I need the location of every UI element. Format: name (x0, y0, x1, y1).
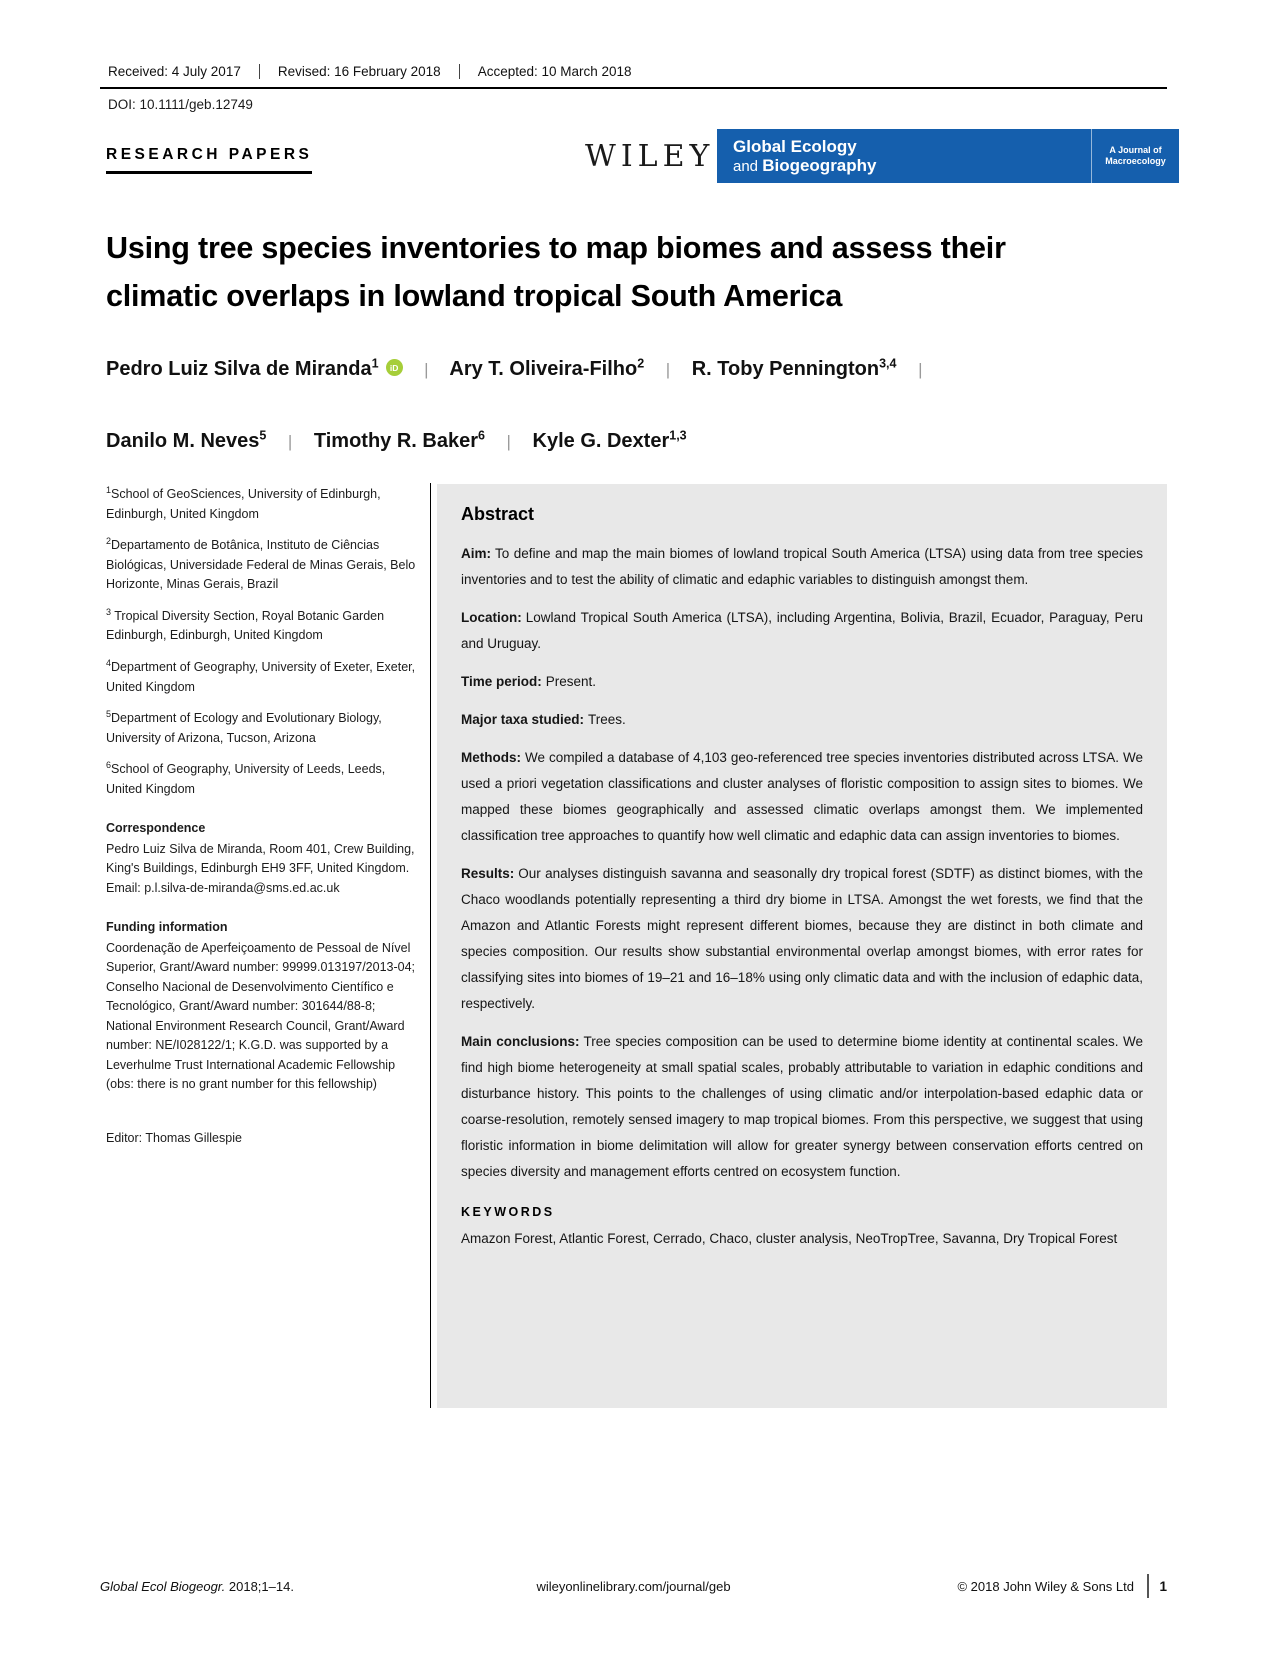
journal-title-line1: Global Ecology (733, 136, 857, 156)
journal-title (717, 129, 1091, 183)
keywords-text: Amazon Forest, Atlantic Forest, Cerrado, Chaco, cluster analysis, NeoTropTree, Savanna, Dry Tropical Forest (461, 1231, 1118, 1246)
journal-tagline (1091, 129, 1179, 183)
dates-row (100, 64, 1167, 89)
author-name: R. Toby Pennington$^{3,4}$ (691, 356, 897, 380)
funding-heading: Funding information (106, 920, 228, 935)
author-list (106, 349, 1196, 494)
author-superscript: 3,4 (879, 356, 897, 370)
keywords-heading: KEYWORDS (461, 1205, 555, 1219)
article-title-line1: Using tree species inventories to map biomes and assess their (106, 231, 1006, 265)
tagline-line2: Macroecology (1105, 156, 1166, 166)
article-title-line2: climatic overlaps in lowland tropical South America (106, 279, 843, 313)
authors-line-2 (106, 422, 1196, 457)
authors-line-1 (106, 349, 1196, 384)
abstract-paragraph-methods (461, 745, 1143, 849)
author-separator: | (918, 359, 923, 379)
tagline-line1: A Journal of (1109, 145, 1162, 155)
page-number: 1 (1159, 1578, 1168, 1594)
column-divider (430, 483, 431, 1408)
author-superscript: 5 (259, 428, 267, 443)
abstract-paragraph-major-taxa (461, 707, 1143, 733)
paragraph-label: Time period: (461, 674, 542, 689)
paragraph-text: We compiled a database of 4,103 geo-referenced tree species inventories distributed across LTSA. We used a priori vegetation classifications and cluster analyses of floristic composition to assign sites to biomes. We mapped these biomes geographically and assessed climatic overlaps amongst them. We implemented classification tree approaches to quantify how well climatic and edaphic data can assign inventories to biomes. (461, 750, 1143, 843)
page-footer (100, 1574, 1167, 1598)
journal-title-line2 (733, 156, 1091, 176)
accepted-date: Accepted: 10 March 2018 (477, 64, 632, 79)
abstract-paragraph-main-conclusions (461, 1029, 1143, 1185)
abstract-paragraph-results (461, 861, 1143, 1017)
footer-journal-abbrev: Global Ecol Biogeogr. (100, 1578, 226, 1594)
footer-volume-pages: 2018;1–14. (225, 1578, 294, 1594)
revised-date: Revised: 16 February 2018 (277, 64, 441, 79)
paragraph-label: Results: (461, 866, 515, 881)
affiliation: $^3$ Tropical Diversity Section, Royal Botanic Garden Edinburgh, Edinburgh, United Kingdom (106, 606, 385, 643)
paragraph-label: Location: (461, 610, 522, 625)
wiley-logo: WILEY (585, 138, 715, 174)
paragraph-text: Present. (545, 674, 597, 689)
footer-copyright: © 2018 John Wiley & Sons Ltd (957, 1578, 1134, 1594)
author-name: Pedro Luiz Silva de Miranda$^1$ (106, 356, 379, 380)
doi[interactable]: DOI: 10.1111/geb.12749 (108, 97, 253, 112)
paragraph-text: Lowland Tropical South America (LTSA), including Argentina, Bolivia, Brazil, Ecuador, Paraguay, Peru and Uruguay. (461, 610, 1143, 651)
author-superscript: 1,3 (669, 428, 687, 443)
author-separator: | (665, 359, 671, 379)
footer-url[interactable]: wileyonlinelibrary.com/journal/geb (536, 1578, 731, 1594)
paragraph-text: Our analyses distinguish savanna and seasonally dry tropical forest (SDTF) as distinct biomes, with the Chaco woodlands potentially representing a third dry biome in LTSA. Amongst the wet forests, we find that the Amazon and Atlantic Forests might represent different biomes, because they are distinct in both climate and species composition. Our results show substantial environmental overlap amongst biomes, with error rates for classifying sites into biomes of 19–21 and 16–18% using only climatic data and with the inclusion of edaphic data, respectively. (461, 866, 1143, 1011)
paragraph-label: Aim: (461, 546, 491, 561)
paragraph-text: Tree species composition can be used to determine biome identity at continental scales. We find high biome heterogeneity at small spatial scales, probably attributable to variation in edaphic conditions and disturbance history. This points to the challenges of using climatic and/or interpolation-based edaphic data or coarse-resolution, remotely sensed imagery to map tropical biomes. From this perspective, we suggest that using floristic information in biome delimitation will allow for greater synergy between conservation efforts centred on species diversity and management efforts centred on ecosystem function. (461, 1034, 1143, 1179)
editor: Editor: Thomas Gillespie (106, 1130, 242, 1145)
correspondence-email[interactable]: Email: p.l.silva-de-miranda@sms.ed.ac.uk (106, 880, 340, 895)
affiliation: $^1$School of GeoSciences, University of Edinburgh, Edinburgh, United Kingdom (106, 485, 381, 521)
abstract-box (437, 484, 1167, 1408)
abstract-paragraph-location (461, 605, 1143, 657)
meta-bar (100, 64, 1167, 112)
affiliation: $^4$Department of Geography, University of Exeter, Exeter, United Kingdom (106, 657, 416, 694)
author-name: Danilo M. Neves$^5$ (106, 428, 267, 453)
section-label: RESEARCH PAPERS (106, 146, 312, 174)
footer-right (811, 1574, 1167, 1598)
author-name: Ary T. Oliveira-Filho$^2$ (449, 356, 645, 380)
affiliation: $^6$School of Geography, University of Leeds, Leeds, United Kingdom (106, 760, 386, 796)
received-date: Received: 4 July 2017 (108, 64, 241, 79)
author-name: Timothy R. Baker$^6$ (313, 428, 485, 453)
abstract-paragraph-time-period (461, 669, 1143, 695)
paragraph-text: To define and map the main biomes of lowland tropical South America (LTSA) using data from tree species inventories and to test the ability of climatic and edaphic variables to distinguish amongst them. (461, 546, 1143, 587)
journal-title-and: and (733, 157, 763, 175)
abstract-paragraph-aim (461, 541, 1143, 593)
paragraph-text: Trees. (588, 712, 626, 727)
journal-brandmark (585, 129, 1179, 183)
paragraph-label: Major taxa studied: (461, 712, 585, 727)
paragraph-label: Methods: (461, 750, 521, 765)
journal-title-name: Biogeography (762, 155, 877, 175)
affiliation: $^5$Department of Ecology and Evolutionary Biology, University of Arizona, Tucson, Arizona (106, 709, 382, 745)
abstract-heading: Abstract (461, 504, 535, 524)
correspondence-text: Pedro Luiz Silva de Miranda, Room 401, Crew Building, King's Buildings, Edinburgh EH9 3FF, United Kingdom. (106, 841, 415, 876)
author-separator: | (287, 432, 293, 452)
article-title (106, 224, 1186, 320)
footer-citation (100, 1579, 456, 1594)
correspondence-heading: Correspondence (106, 821, 206, 836)
orcid-icon[interactable]: iD (386, 359, 403, 376)
journal-banner (717, 129, 1179, 183)
funding-text: Coordenação de Aperfeiçoamento de Pessoal de Nível Superior, Grant/Award number: 99999.013197/2013-04; Conselho Nacional de Desenvolvimento Científico e Tecnológico, Grant/Award number: 301644/88-8; National Environment Research Council, Grant/Award number: NE/I028122/1; K.G.D. was supported by a Leverhulme Trust International Academic Fellowship (obs: there is no grant number for this fellowship) (106, 940, 416, 1092)
affiliation: $^2$Departamento de Botânica, Instituto de Ciências Biológicas, Universidade Federal de Minas Gerais, Belo Horizonte, Minas Gerais, Brazil (106, 536, 416, 592)
paragraph-label: Main conclusions: (461, 1034, 580, 1049)
divider (1147, 1574, 1149, 1598)
author-separator: | (424, 359, 429, 379)
author-superscript: 1 (371, 356, 379, 370)
author-superscript: 2 (637, 356, 645, 370)
author-superscript: 6 (478, 428, 485, 443)
left-column (106, 481, 418, 1148)
author-separator: | (506, 432, 511, 452)
author-name: Kyle G. Dexter$^{1,3}$ (532, 428, 687, 453)
